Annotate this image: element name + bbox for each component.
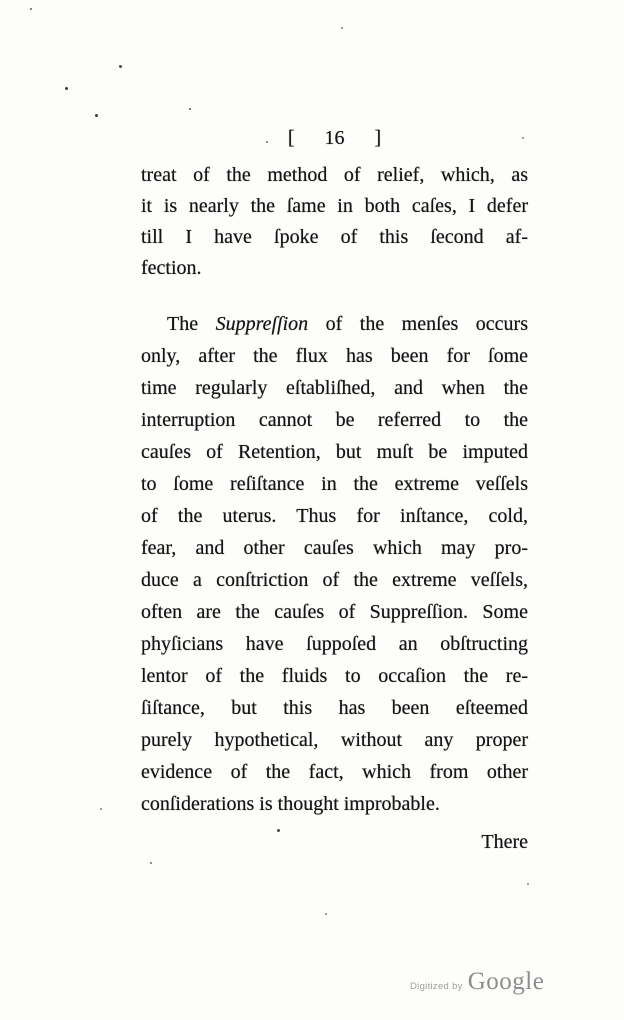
ink-speck — [527, 883, 529, 885]
text-line: to ſome reſiſtance in the extreme veſſels — [141, 473, 528, 495]
google-logo: Google — [467, 968, 545, 995]
text-line: duce a conſtriction of the extreme veſſels, — [141, 569, 528, 591]
right-bracket: ] — [374, 127, 382, 149]
paragraph-2 — [141, 308, 528, 820]
text-line: cauſes of Retention, but muſt be imputed — [141, 441, 528, 463]
digitized-by-label: Digitized by — [410, 981, 463, 992]
text-line: interruption cannot be referred to the — [141, 409, 528, 431]
line-segment: of the menſes occurs — [308, 313, 529, 335]
ink-speck — [30, 8, 32, 10]
ink-speck — [119, 65, 122, 68]
text-line: it is nearly the ſame in both caſes, I defer — [141, 195, 528, 217]
line-segment: The — [167, 313, 216, 335]
text-line: time regularly eſtabliſhed, and when the — [141, 377, 528, 399]
text-line: fear, and other cauſes which may pro- — [141, 537, 528, 559]
text-line: conſiderations is thought improbable. — [141, 793, 440, 815]
italic-word: Suppreſſion — [215, 313, 309, 335]
text-line: only, after the flux has been for ſome — [141, 345, 528, 367]
page-number-header — [141, 124, 528, 152]
text-line: fection. — [141, 257, 202, 279]
left-bracket: [ — [287, 127, 295, 149]
paragraph-1 — [141, 160, 528, 284]
ink-speck — [189, 108, 191, 110]
ink-speck — [341, 27, 343, 29]
ink-speck — [325, 913, 327, 915]
text-line: often are the cauſes of Suppreſſion. Some — [141, 601, 528, 623]
ink-speck — [150, 862, 152, 864]
ink-speck — [100, 808, 102, 810]
text-line: evidence of the fact, which from other — [141, 761, 528, 783]
text-line — [141, 308, 528, 340]
google-watermark — [410, 968, 544, 996]
text-line: phyſicians have ſuppoſed an obſtructing — [141, 633, 528, 655]
catchword: There — [481, 831, 528, 853]
text-line: till I have ſpoke of this ſecond af- — [141, 226, 528, 248]
ink-speck — [95, 114, 98, 117]
text-line: purely hypothetical, without any proper — [141, 729, 528, 751]
page-number: 16 — [324, 127, 345, 149]
text-line: treat of the method of relief, which, as — [141, 164, 528, 186]
ink-speck — [65, 87, 68, 90]
text-line: lentor of the fluids to occaſion the re- — [141, 665, 528, 687]
text-line: of the uterus. Thus for inſtance, cold, — [141, 505, 528, 527]
text-line: ſiſtance, but this has been eſteemed — [141, 697, 528, 719]
